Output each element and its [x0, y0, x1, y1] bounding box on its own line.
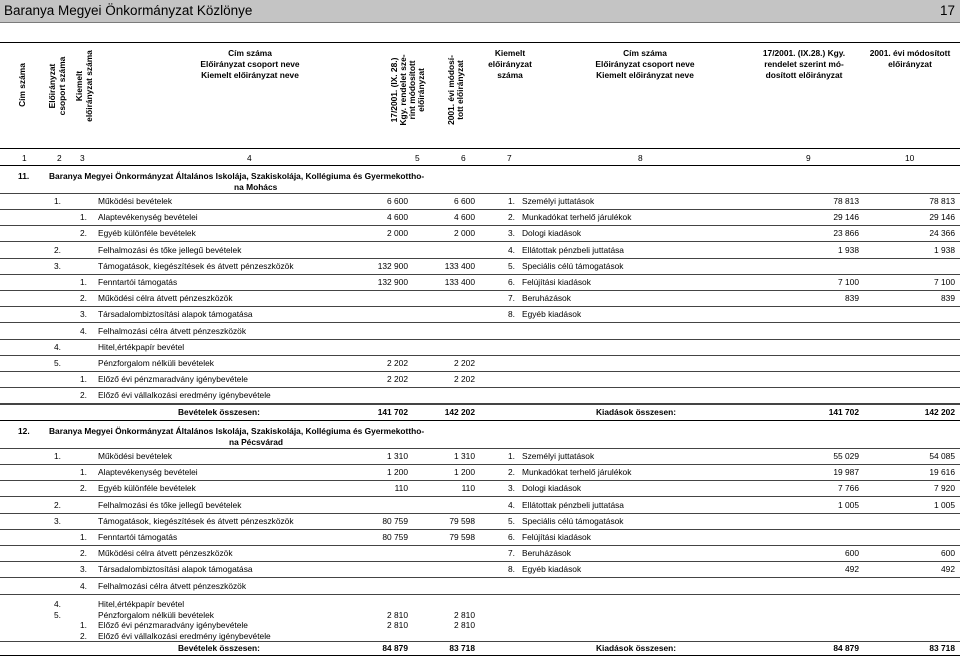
- hdr-c6-line2: tott előirányzat: [455, 60, 465, 120]
- row-label: Egyéb különféle bevételek: [98, 483, 196, 494]
- row-exp-value-d: 839: [941, 293, 955, 304]
- row-value-b: 79 598: [449, 515, 475, 526]
- row-exp-num: 6.: [508, 277, 515, 287]
- row-exp-label: Egyéb kiadások: [522, 309, 582, 320]
- hdr-kiemelt-line2: előirányzat száma: [84, 50, 94, 122]
- row-num: 3.: [54, 260, 61, 271]
- row-exp-num: 2.: [508, 212, 515, 223]
- hdr-left-name-2: Előirányzat csoport neve: [200, 59, 300, 69]
- row-exp-num: 3.: [508, 483, 515, 494]
- income-total-label: Bevételek összesen:: [178, 643, 260, 653]
- expense-total-c: 141 702: [828, 407, 859, 417]
- row-label: Alaptevékenység bevételei: [98, 212, 198, 223]
- row-rule: [0, 513, 960, 514]
- section-rule: [0, 193, 960, 194]
- row-label: Hitel,értékpapír bevétel: [98, 341, 185, 352]
- row-exp-value-c: 29 146: [833, 212, 859, 223]
- row-label: Fenntartói támogatás: [98, 277, 178, 287]
- row-rule: [0, 306, 960, 307]
- col-number-3: 3: [80, 153, 85, 163]
- row-rule: [0, 464, 960, 465]
- row-rule: [0, 496, 960, 497]
- col-number-2: 2: [57, 153, 62, 163]
- row-exp-value-c: 7 766: [838, 483, 859, 494]
- row-exp-label: Beruházások: [522, 548, 571, 559]
- col-number-1: 1: [22, 153, 27, 163]
- row-value-b: 1 200: [454, 467, 475, 478]
- row-label: Felhalmozási és tőke jellegű bevételek: [98, 244, 242, 255]
- row-num: 1.: [54, 196, 61, 206]
- row-rule: [0, 480, 960, 481]
- row-num: 1.: [80, 212, 87, 223]
- row-exp-value-c: 1 005: [838, 499, 859, 510]
- row-rule: [0, 241, 960, 242]
- header-bottom-rule: [0, 148, 960, 149]
- income-total-b: 142 202: [444, 407, 475, 417]
- row-value-b: 6 600: [454, 196, 475, 206]
- row-exp-num: 5.: [508, 260, 515, 271]
- row-value-b: 133 400: [444, 260, 475, 271]
- row-exp-value-d: 24 366: [929, 228, 955, 239]
- row-rule: [0, 274, 960, 275]
- income-total-b: 83 718: [449, 643, 475, 653]
- section-total-rule: [0, 420, 960, 421]
- row-label: Előző évi pénzmaradvány igénybevétele: [98, 374, 248, 385]
- row-exp-label: Személyi juttatások: [522, 196, 595, 206]
- section-rule: [0, 404, 960, 405]
- header-top-rule: [0, 42, 960, 43]
- row-num: 1.: [80, 620, 87, 631]
- row-num: 2.: [80, 293, 87, 304]
- row-rule: [0, 594, 960, 595]
- row-value-a: 80 759: [382, 515, 408, 526]
- row-exp-value-c: 839: [845, 293, 859, 304]
- row-label: Hitel,értékpapír bevétel: [98, 599, 185, 609]
- row-value-a: 2 000: [387, 228, 408, 239]
- page-number: 17: [939, 3, 955, 18]
- row-exp-value-d: 1 005: [934, 499, 955, 510]
- row-num: 2.: [80, 228, 87, 239]
- row-exp-value-d: 7 100: [934, 277, 955, 287]
- row-rule: [0, 355, 960, 356]
- section-title-cont: na Pécsvárad: [229, 437, 284, 447]
- row-rule: [0, 322, 960, 323]
- row-num: 2.: [80, 630, 87, 641]
- section-title-cont: na Mohács: [234, 182, 278, 192]
- hdr-c8-line2: Előirányzat csoport neve: [595, 59, 695, 69]
- row-exp-label: Ellátottak pénzbeli juttatása: [522, 499, 624, 510]
- row-value-a: 2 810: [387, 620, 408, 631]
- row-exp-label: Dologi kiadások: [522, 483, 582, 494]
- row-exp-value-c: 492: [845, 564, 859, 575]
- row-exp-num: 7.: [508, 293, 515, 304]
- row-num: 2.: [54, 244, 61, 255]
- expense-total-label: Kiadások összesen:: [596, 643, 677, 653]
- row-exp-label: Felújítási kiadások: [522, 277, 591, 287]
- row-label: Felhalmozási és tőke jellegű bevételek: [98, 499, 242, 510]
- col-number-6: 6: [461, 153, 466, 163]
- row-value-a: 2 202: [387, 358, 408, 368]
- hdr-left-name-3: Kiemelt előirányzat neve: [201, 70, 299, 80]
- row-exp-value-c: 19 987: [833, 467, 859, 478]
- hdr-c7-line1: Kiemelt: [494, 48, 526, 58]
- row-label: Működési bevételek: [98, 451, 173, 461]
- section-number: 12.: [18, 426, 30, 436]
- row-exp-value-c: 78 813: [833, 196, 859, 206]
- hdr-c10-line1: 2001. évi módosított: [869, 48, 951, 58]
- row-value-a: 132 900: [377, 260, 408, 271]
- row-label: Társadalombiztosítási alapok támogatása: [98, 309, 253, 320]
- hdr-c9-line3: dosított előirányzat: [765, 70, 843, 80]
- row-value-a: 1 200: [387, 467, 408, 478]
- row-num: 4.: [54, 599, 61, 609]
- section-title: Baranya Megyei Önkormányzat Általános Iskolája, Szakiskolája, Kollégiuma és Gyermekottho-: [49, 426, 425, 436]
- row-exp-label: Személyi juttatások: [522, 451, 595, 461]
- row-exp-value-c: 600: [845, 548, 859, 559]
- row-exp-num: 1.: [508, 196, 515, 206]
- row-value-b: 4 600: [454, 212, 475, 223]
- row-rule: [0, 545, 960, 546]
- row-exp-value-d: 78 813: [929, 196, 955, 206]
- row-value-b: 2 810: [454, 609, 475, 620]
- row-num: 1.: [80, 277, 87, 287]
- row-num: 3.: [54, 515, 61, 526]
- row-exp-value-d: 492: [941, 564, 955, 575]
- col-number-5: 5: [415, 153, 420, 163]
- row-num: 5.: [54, 358, 61, 368]
- income-total-a: 141 702: [377, 407, 408, 417]
- row-label: Támogatások, kiegészítések és átvett pénzeszközök: [98, 260, 294, 271]
- row-value-b: 133 400: [444, 277, 475, 287]
- expense-total-label: Kiadások összesen:: [596, 407, 677, 417]
- hdr-c7-line3: száma: [497, 70, 523, 80]
- row-label: Társadalombiztosítási alapok támogatása: [98, 564, 253, 575]
- hdr-c10-line2: előirányzat: [888, 59, 932, 69]
- row-num: 2.: [54, 499, 61, 510]
- hdr-c5-line1: 17/2001. (IX. 28.): [389, 57, 399, 123]
- publication-title: Baranya Megyei Önkormányzat Közlönye: [4, 3, 253, 18]
- page-header: [0, 0, 960, 23]
- col-number-4: 4: [247, 153, 252, 163]
- row-exp-label: Felújítási kiadások: [522, 532, 591, 542]
- row-num: 4.: [80, 580, 87, 591]
- row-value-b: 2 000: [454, 228, 475, 239]
- row-num: 5.: [54, 609, 61, 620]
- number-row-rule: [0, 165, 960, 166]
- row-rule: [0, 577, 960, 578]
- col-number-10: 10: [905, 153, 915, 163]
- row-rule: [0, 258, 960, 259]
- row-value-a: 132 900: [377, 277, 408, 287]
- row-exp-value-d: 29 146: [929, 212, 955, 223]
- hdr-c9-line2: rendelet szerint mó-: [764, 59, 844, 69]
- row-rule: [0, 561, 960, 562]
- section-title: Baranya Megyei Önkormányzat Általános Iskolája, Szakiskolája, Kollégiuma és Gyermekottho-: [49, 171, 425, 181]
- row-label: Előző évi vállalkozási eredmény igénybevétele: [98, 390, 271, 401]
- row-value-b: 2 202: [454, 358, 475, 368]
- row-rule: [0, 290, 960, 291]
- row-label: Fenntartói támogatás: [98, 532, 178, 542]
- row-exp-value-d: 54 085: [929, 451, 955, 461]
- row-label: Előző évi vállalkozási eredmény igénybevétele: [98, 630, 271, 641]
- section-number: 11.: [18, 171, 30, 181]
- row-value-a: 110: [394, 483, 408, 494]
- row-exp-label: Ellátottak pénzbeli juttatása: [522, 244, 624, 255]
- row-value-a: 80 759: [382, 532, 408, 542]
- row-exp-value-c: 1 938: [838, 244, 859, 255]
- row-num: 2.: [80, 548, 87, 559]
- row-exp-value-d: 1 938: [934, 244, 955, 255]
- row-exp-label: Speciális célú támogatások: [522, 260, 624, 271]
- section-total-rule: [0, 655, 960, 656]
- income-total-a: 84 879: [382, 643, 408, 653]
- row-label: Pénzforgalom nélküli bevételek: [98, 358, 214, 368]
- section-rule: [0, 448, 960, 449]
- row-exp-value-c: 23 866: [833, 228, 859, 239]
- expense-total-d: 83 718: [929, 643, 955, 653]
- hdr-c6-line1: 2001. évi módosí-: [446, 55, 456, 125]
- row-exp-label: Beruházások: [522, 293, 571, 304]
- row-rule: [0, 339, 960, 340]
- row-exp-value-d: 7 920: [934, 483, 955, 494]
- row-value-a: 6 600: [387, 196, 408, 206]
- row-rule: [0, 387, 960, 388]
- row-exp-num: 8.: [508, 564, 515, 575]
- row-label: Egyéb különféle bevételek: [98, 228, 196, 239]
- row-num: 3.: [80, 309, 87, 320]
- row-value-a: 2 810: [387, 609, 408, 620]
- row-exp-num: 5.: [508, 515, 515, 526]
- row-rule: [0, 225, 960, 226]
- hdr-c5-line3: rint módosított: [407, 60, 417, 120]
- row-num: 1.: [54, 451, 61, 461]
- row-num: 4.: [54, 341, 61, 352]
- row-exp-num: 7.: [508, 548, 515, 559]
- row-label: Alaptevékenység bevételei: [98, 467, 198, 478]
- row-value-b: 110: [461, 483, 475, 494]
- row-num: 1.: [80, 467, 87, 478]
- hdr-c8-line1: Cím száma: [623, 48, 667, 58]
- col-number-8: 8: [638, 153, 643, 163]
- row-value-a: 2 202: [387, 374, 408, 385]
- row-exp-value-c: 7 100: [838, 277, 859, 287]
- row-exp-label: Egyéb kiadások: [522, 564, 582, 575]
- hdr-c5-line2: Kgy. rendelet sze-: [398, 54, 408, 126]
- row-num: 1.: [80, 532, 87, 542]
- hdr-c5-line4: előirányzat: [416, 68, 426, 112]
- row-exp-label: Munkadókat terhelő járulékok: [522, 212, 632, 223]
- row-value-a: 1 310: [387, 451, 408, 461]
- hdr-csoport-line1: Előirányzat: [47, 63, 57, 109]
- row-label: Támogatások, kiegészítések és átvett pénzeszközök: [98, 515, 294, 526]
- row-num: 4.: [80, 325, 87, 336]
- row-label: Működési bevételek: [98, 196, 173, 206]
- row-exp-num: 4.: [508, 244, 515, 255]
- row-value-a: 4 600: [387, 212, 408, 223]
- row-exp-num: 6.: [508, 532, 515, 542]
- col-number-7: 7: [507, 153, 512, 163]
- row-exp-label: Speciális célú támogatások: [522, 515, 624, 526]
- row-exp-value-d: 600: [941, 548, 955, 559]
- row-num: 2.: [80, 483, 87, 494]
- row-num: 1.: [80, 374, 87, 385]
- row-exp-num: 8.: [508, 309, 515, 320]
- row-num: 2.: [80, 390, 87, 401]
- col-number-9: 9: [806, 153, 811, 163]
- row-exp-value-d: 19 616: [929, 467, 955, 478]
- hdr-kiemelt-line1: Kiemelt: [74, 70, 84, 102]
- row-num: 3.: [80, 564, 87, 575]
- row-value-b: 2 810: [454, 620, 475, 631]
- row-label: Előző évi pénzmaradvány igénybevétele: [98, 620, 248, 631]
- section-rule: [0, 641, 960, 642]
- row-label: Felhalmozási célra átvett pénzeszközök: [98, 325, 247, 336]
- row-exp-label: Dologi kiadások: [522, 228, 582, 239]
- hdr-c8-line3: Kiemelt előirányzat neve: [596, 70, 694, 80]
- row-exp-num: 4.: [508, 499, 515, 510]
- row-label: Működési célra átvett pénzeszközök: [98, 548, 233, 559]
- hdr-csoport-line2: csoport száma: [57, 56, 67, 116]
- row-value-b: 2 202: [454, 374, 475, 385]
- row-rule: [0, 209, 960, 210]
- hdr-cim-szama: Cím száma: [17, 63, 27, 107]
- row-label: Működési célra átvett pénzeszközök: [98, 293, 233, 304]
- row-value-b: 79 598: [449, 532, 475, 542]
- row-exp-num: 3.: [508, 228, 515, 239]
- row-value-b: 1 310: [454, 451, 475, 461]
- income-total-label: Bevételek összesen:: [178, 407, 260, 417]
- row-exp-value-c: 55 029: [833, 451, 859, 461]
- row-label: Pénzforgalom nélküli bevételek: [98, 609, 214, 620]
- row-label: Felhalmozási célra átvett pénzeszközök: [98, 580, 247, 591]
- row-exp-label: Munkadókat terhelő járulékok: [522, 467, 632, 478]
- hdr-c7-line2: előirányzat: [488, 59, 532, 69]
- hdr-left-name-1: Cím száma: [228, 48, 272, 58]
- expense-total-d: 142 202: [924, 407, 955, 417]
- row-exp-num: 2.: [508, 467, 515, 478]
- expense-total-c: 84 879: [833, 643, 859, 653]
- hdr-c9-line1: 17/2001. (IX.28.) Kgy.: [762, 48, 846, 58]
- row-rule: [0, 371, 960, 372]
- row-rule: [0, 529, 960, 530]
- row-exp-num: 1.: [508, 451, 515, 461]
